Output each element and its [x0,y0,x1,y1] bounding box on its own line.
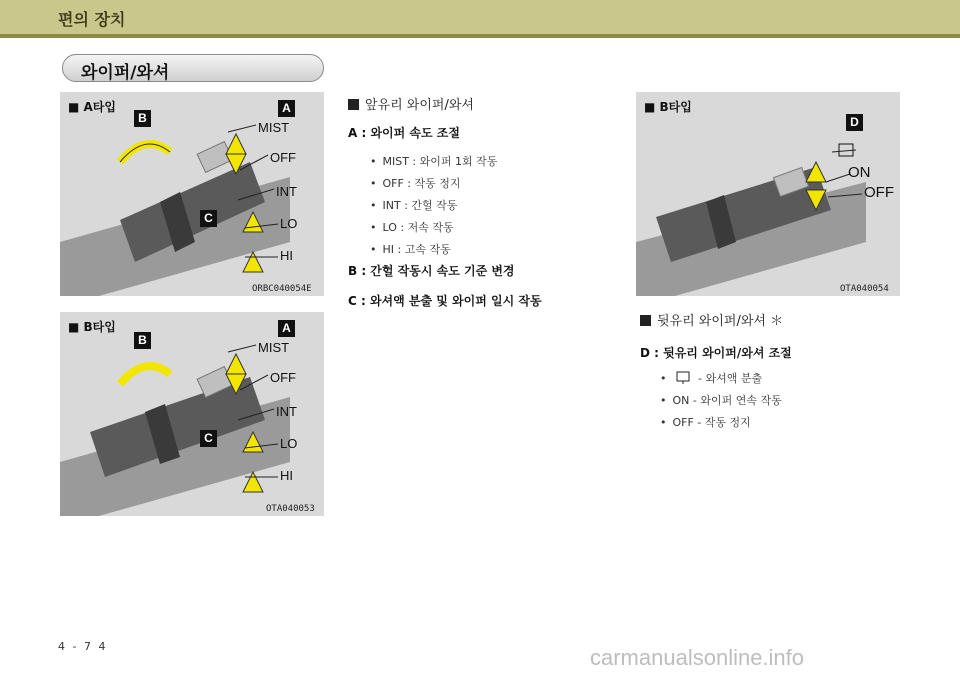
a-title: A : 와이퍼 속도 조절 [348,126,460,140]
figure-type-label: ■ B타입 [68,320,116,334]
figure-b-type-front [60,312,324,516]
figure-b-type-rear [636,92,900,296]
list-item: • LO : 저속 작동 [370,221,454,234]
callout-int: INT [276,404,297,419]
callout-off: OFF [270,370,296,385]
washer-icon [676,370,690,384]
square-bullet-icon [640,315,651,326]
list-item: • OFF : 작동 정지 [370,177,461,190]
callout-lo: LO [280,216,298,231]
callout-mist: MIST [258,340,290,355]
section-title-pill [62,54,324,82]
list-item: • INT : 간헐 작동 [370,199,458,212]
callout-lo: LO [280,436,298,451]
figure-code: OTA040053 [266,504,315,514]
header-rule [0,34,960,38]
figure-code: OTA040054 [840,284,889,294]
front-heading: 앞유리 와이퍼/와셔 [348,94,474,113]
badge-c: C [200,210,217,227]
page-number: 4 - 7 4 [58,640,108,653]
list-item: • OFF - 작동 정지 [660,416,751,429]
badge-b: B [134,110,151,127]
figure-type-label: ■ B타입 [644,100,692,114]
callout-mist: MIST [258,120,290,135]
figure-code: ORBC040054E [252,284,312,294]
callout-hi: HI [280,468,293,483]
badge-c: C [200,430,217,447]
square-bullet-icon [348,99,359,110]
callout-off: OFF [270,150,296,165]
list-item: • - 와셔액 분출 [660,372,763,385]
callout-hi: HI [280,248,293,263]
badge-d: D [846,114,863,131]
list-item: • MIST : 와이퍼 1회 작동 [370,155,498,168]
c-title: C : 와셔액 분출 및 와이퍼 일시 작동 [348,294,542,308]
badge-b: B [134,332,151,349]
callout-off: OFF [864,184,894,201]
callout-on: ON [848,164,871,181]
list-item: • HI : 고속 작동 [370,243,451,256]
rear-heading: 뒷유리 와이퍼/와셔 ＊ [640,310,783,329]
list-item: • ON - 와이퍼 연속 작동 [660,394,782,407]
badge-a: A [278,320,295,337]
b-title: B : 간헐 작동시 속도 기준 변경 [348,264,515,278]
watermark: carmanualsonline.info [590,645,805,670]
section-title: 와이퍼/와셔 [81,63,170,83]
page-header [0,0,960,34]
callout-int: INT [276,184,297,199]
figure-a-type [60,92,324,296]
d-title: D : 뒷유리 와이퍼/와셔 조절 [640,346,792,360]
header-title: 편의 장치 [58,10,126,29]
figure-type-label: ■ A타입 [68,100,116,114]
badge-a: A [278,100,295,117]
